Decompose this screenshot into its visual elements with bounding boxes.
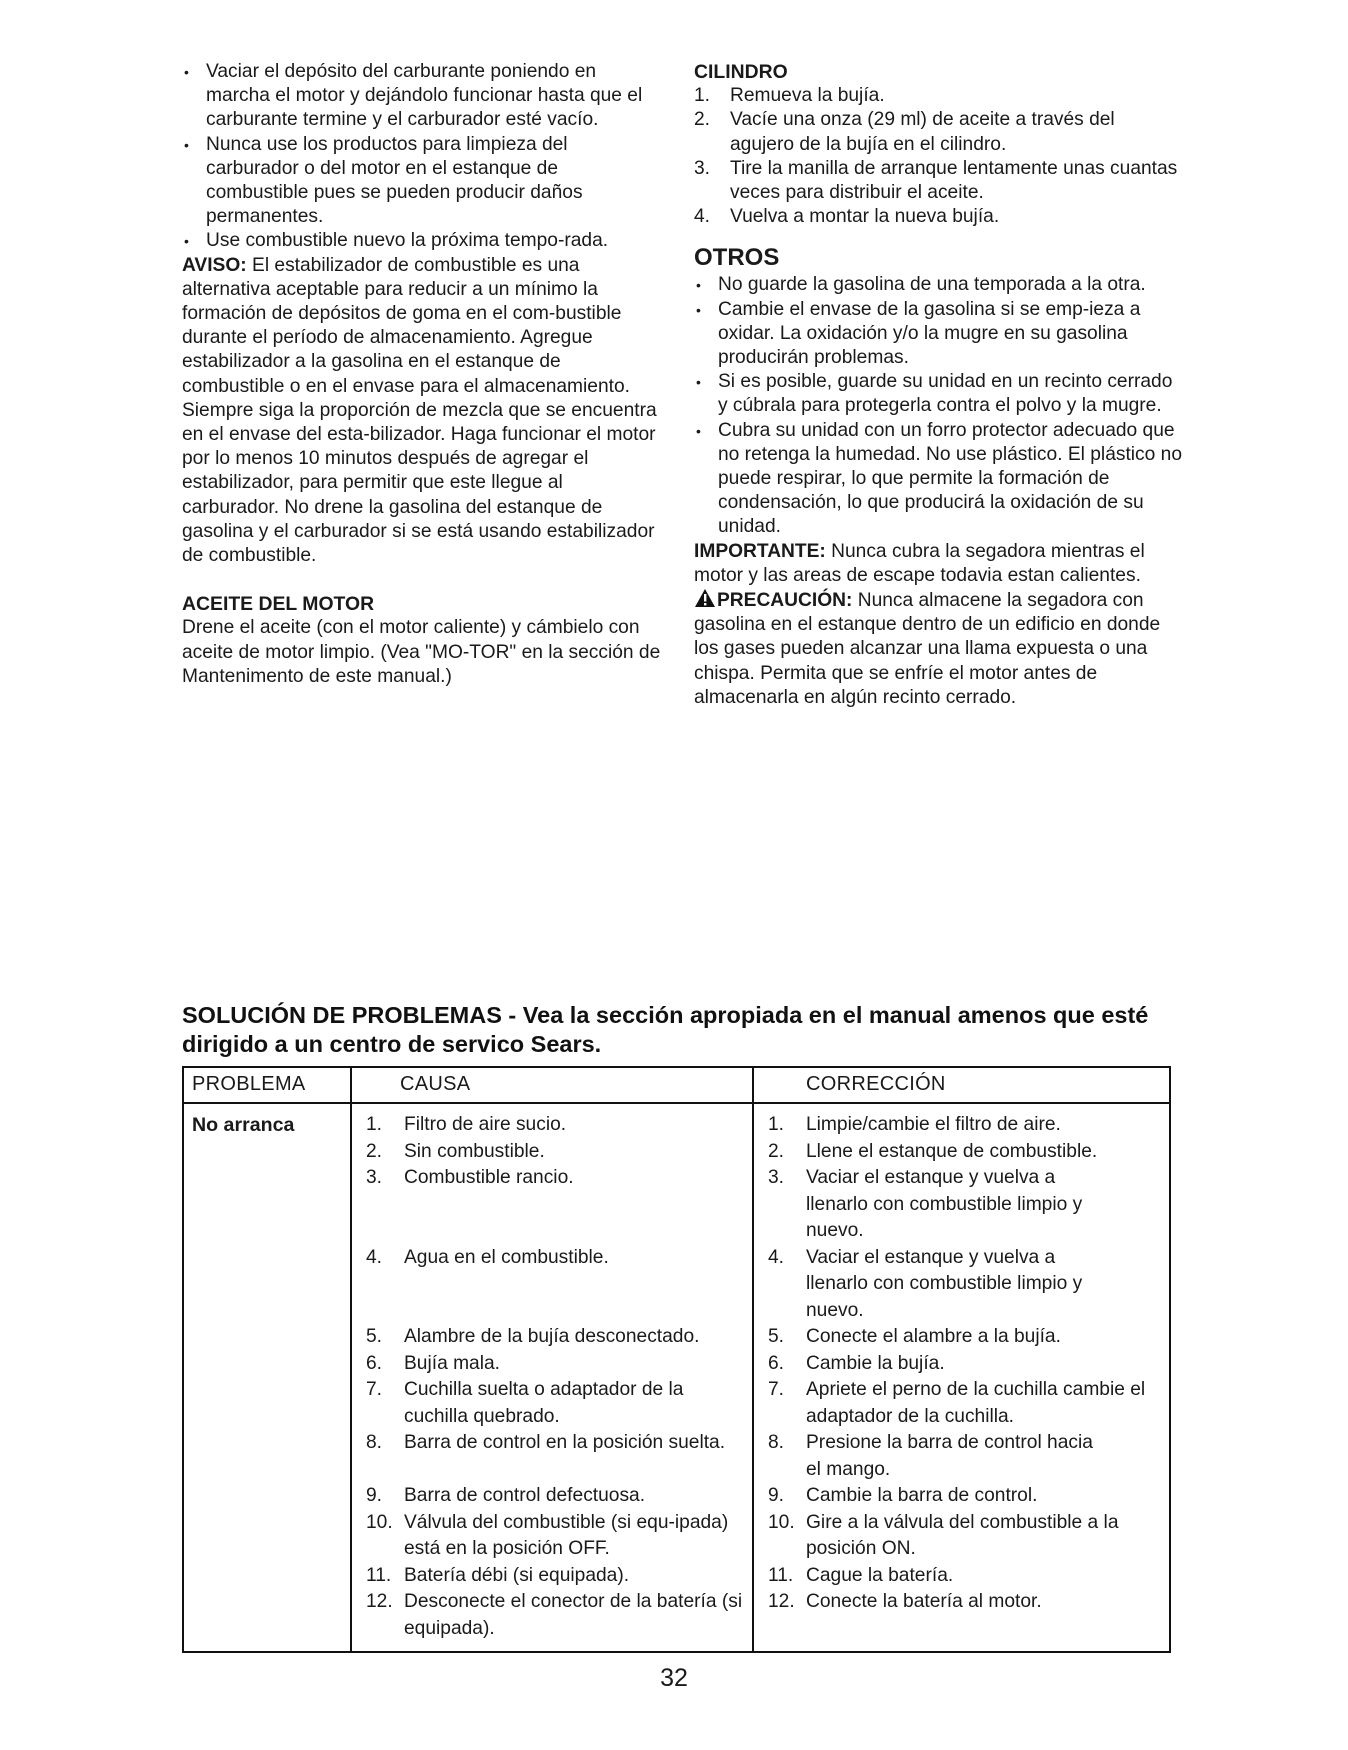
bullet-icon: •	[696, 374, 701, 391]
bullet-icon: •	[696, 301, 701, 318]
header-problema: PROBLEMA	[192, 1073, 306, 1095]
precaucion-label: PRECAUCIÓN:	[717, 590, 853, 612]
table-row: 2. Llene el estanque de combustible.	[768, 1140, 1098, 1162]
table-row: 4. Agua en el combustible.	[366, 1246, 609, 1268]
table-row: 2. Sin combustible.	[366, 1140, 545, 1162]
table-row: 4. Vaciar el estanque y vuelva a llenarlo con combustible limpio y nuevo.	[768, 1246, 1083, 1321]
bullet-icon: •	[184, 136, 189, 153]
list-item: • Vaciar el depósito del carburante poniendo en marcha el motor y dejándolo funcionar hasta que el carburante termine y el carburador esté vacío.	[184, 61, 643, 131]
right-column	[694, 60, 1184, 710]
table-row: 11. Batería débi (si equipada).	[366, 1564, 630, 1586]
bullet-icon: •	[696, 422, 701, 439]
table-row: 9. Cambie la barra de control.	[768, 1485, 1038, 1506]
list-item: 1. Remueva la bujía.	[694, 85, 885, 107]
table-row: 5. Alambre de la bujía desconectado.	[366, 1326, 700, 1347]
list-item: 2. Vacíe una onza (29 ml) de aceite a través del agujero de la bujía en el cilindro.	[694, 109, 1115, 155]
table-row: 1. Limpie/cambie el filtro de aire.	[768, 1114, 1061, 1135]
table-row: 12. Conecte la batería al motor.	[768, 1591, 1042, 1612]
table-row: 9. Barra de control defectuosa.	[366, 1485, 646, 1506]
troubleshooting-title: SOLUCIÓN DE PROBLEMAS - Vea la sección apropiada en el manual amenos que esté dirigido a un centro de servico Sears.	[182, 1002, 1149, 1057]
list-item: • Cambie el envase de la gasolina si se emp-ieza a oxidar. La oxidación y/o la mugre en su gasolina producirán problemas.	[696, 298, 1141, 369]
table-row: 7. Cuchilla suelta o adaptador de la cuchilla quebrado.	[366, 1379, 684, 1427]
table-divider	[752, 1068, 754, 1651]
importante-paragraph: IMPORTANTE: Nunca cubra la segadora mientras el motor y las areas de escape todavia estan calientes.	[694, 540, 1145, 586]
list-item: 4. Vuelva a montar la nueva bujía.	[694, 206, 1000, 228]
aviso-text: El estabilizador de combustible es una alternativa aceptable para reducir a un mínimo la formación de depósitos de goma en el com-bustible durante el período de almacenamiento. Agregue estabilizador a la gasolina en el estanque de combustible o en el envase para el almacenamiento. Siempre siga la proporción de mezcla que se encuentra en el envase del esta-bilizador. Haga funcionar el motor por lo menos 10 minutos después de agregar el estabilizador, para permitir que este llegue al carburador. No drene la gasolina del estanque de gasolina y el carburador si se está usando estabilizador de combustible.	[182, 254, 657, 567]
table-row: 8. Barra de control en la posición suelta.	[366, 1432, 726, 1453]
table-row: 12. Desconecte el conector de la batería (si equipada).	[366, 1591, 743, 1639]
aviso-label: AVISO:	[182, 254, 247, 276]
list-item: • No guarde la gasolina de una temporada a la otra.	[694, 273, 1184, 297]
table-row: 3. Combustible rancio.	[366, 1167, 574, 1188]
otros-heading: OTROS	[694, 244, 780, 272]
header-causa: CAUSA	[400, 1073, 471, 1095]
list-item: • Use combustible nuevo la próxima tempo-rada.	[182, 229, 662, 253]
bullet-icon: •	[184, 64, 189, 80]
list-item: 3. Tire la manilla de arranque lentamente unas cuantas veces para distribuir el aceite.	[694, 157, 1178, 204]
cilindro-steps	[694, 84, 1184, 229]
precaucion-paragraph: PRECAUCIÓN: Nunca almacene la segadora con gasolina en el estanque dentro de un edificio en donde los gases pueden alcanzar una llama expuesta o una chispa. Permita que se enfríe el motor antes de almacenarla en algún recinto cerrado.	[694, 590, 1161, 708]
corrections-list	[760, 1112, 1165, 1616]
corrections-cell	[760, 1112, 1165, 1616]
causes-cell	[358, 1112, 748, 1642]
table-row: 1. Filtro de aire sucio.	[366, 1114, 567, 1135]
table-row: 6. Bujía mala.	[366, 1352, 500, 1374]
otros-bullets	[694, 273, 1184, 539]
list-item: • Cubra su unidad con un forro protector adecuado que no retenga la humedad. No use plástico. El plástico no puede respirar, lo que permite la formación de condensación, lo que producirá la oxidación de su unidad.	[696, 419, 1182, 538]
bullet-icon: •	[184, 233, 189, 250]
troubleshooting-table	[182, 1066, 1171, 1653]
table-row: 11. Cague la batería.	[768, 1564, 954, 1586]
aceite-heading: ACEITE DEL MOTOR	[182, 593, 375, 616]
list-item: • Nunca use los productos para limpieza del carburador o del motor en el estanque de combustible pues se pueden producir daños permanentes.	[184, 133, 583, 228]
importante-label: IMPORTANTE:	[694, 540, 826, 562]
bullet-icon: •	[696, 277, 701, 294]
table-row: 8. Presione la barra de control hacia el mango.	[768, 1432, 1093, 1480]
table-row: 10. Válvula del combustible (si equ-ipada) está en la posición OFF.	[366, 1511, 729, 1559]
warning-triangle-icon	[694, 588, 716, 608]
fuel-bullets	[182, 60, 662, 254]
table-row: 7. Apriete el perno de la cuchilla cambie el adaptador de la cuchilla.	[768, 1379, 1146, 1427]
table-divider	[350, 1068, 352, 1651]
aceite-text: Drene el aceite (con el motor caliente) y cámbielo con aceite de motor limpio. (Vea "MO-TOR" en la sección de Mantenimento de este manual.)	[182, 617, 661, 687]
table-row: 5. Conecte el alambre a la bujía.	[768, 1326, 1061, 1347]
table-row: 6. Cambie la bujía.	[768, 1352, 945, 1374]
table-row: 10. Gire a la válvula del combustible a la posición ON.	[768, 1511, 1119, 1559]
cilindro-heading: CILINDRO	[694, 61, 788, 83]
left-column	[182, 60, 662, 689]
list-item: • Si es posible, guarde su unidad en un recinto cerrado y cúbrala para protegerla contra el polvo y la mugre.	[696, 371, 1173, 417]
table-row: 3. Vaciar el estanque y vuelva a llenarlo con combustible limpio y nuevo.	[768, 1167, 1083, 1241]
causes-list	[358, 1112, 748, 1642]
table-header-divider	[184, 1102, 1169, 1104]
page-number: 32	[660, 1664, 688, 1692]
problem-label: No arranca	[192, 1114, 295, 1136]
header-correccion: CORRECCIÓN	[806, 1073, 946, 1095]
aviso-paragraph	[182, 254, 662, 569]
